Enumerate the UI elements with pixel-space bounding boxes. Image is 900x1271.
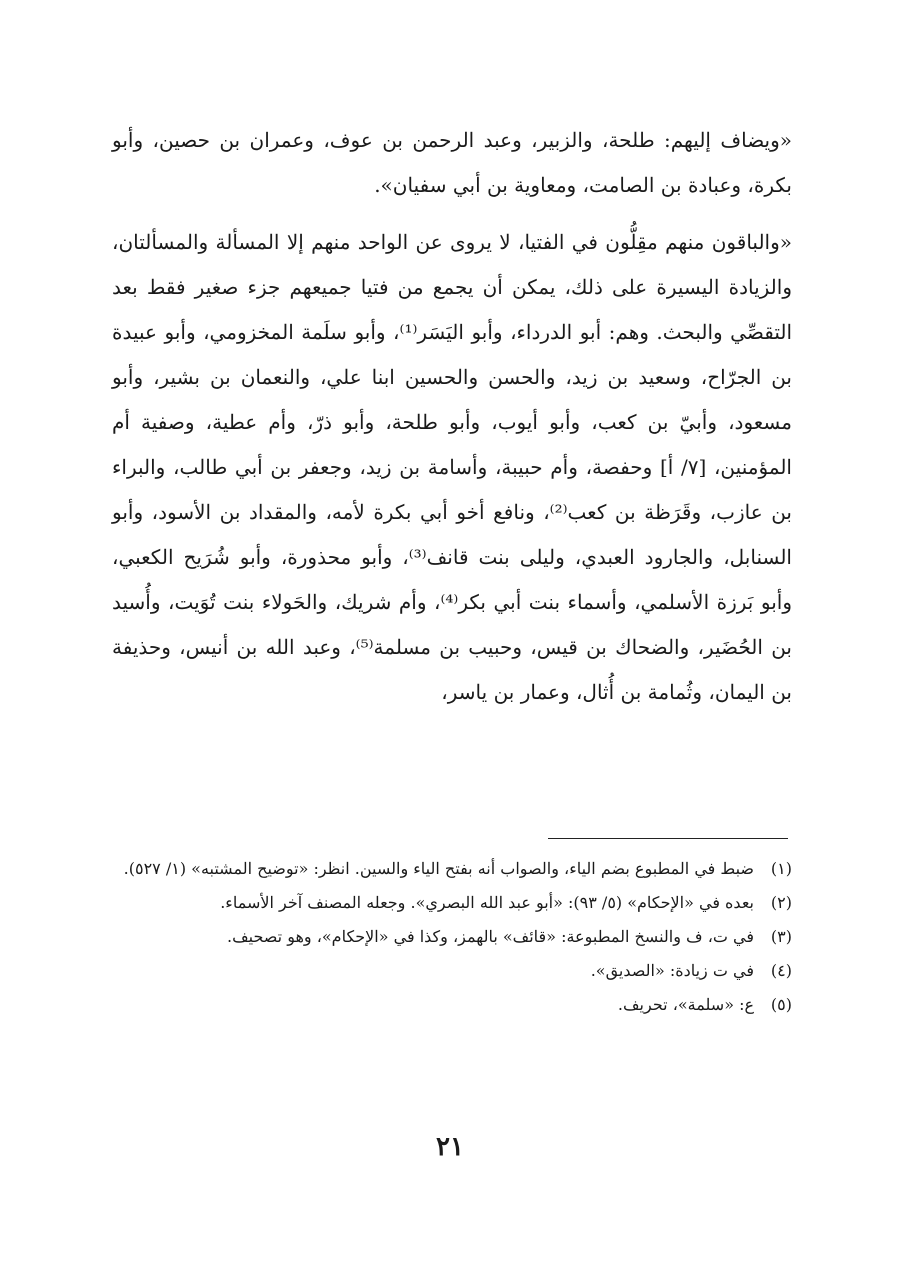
footnote-3 <box>112 920 792 954</box>
paragraph-2: «والباقون منهم مقِلُّون في الفتيا، لا يروى عن الواحد منهم إلا المسألة والمسألتان، والزيادة اليسيرة على ذلك، يمكن أن يجمع من فتيا جميعهم جزء صغير فقط بعد التقصِّي والبحث. وهم: أبو الدرداء، وأبو اليَسَر⁽¹⁾، وأبو سلَمة المخزومي، وأبو عبيدة بن الجرّاح، وسعيد بن زيد، والحسن والحسين ابنا علي، والنعمان بن بشير، وأبو مسعود، وأبيّ بن كعب، وأبو أيوب، وأبو طلحة، وأبو ذرّ، وأم عطية، وصفية أم المؤمنين، [٧/ أ] وحفصة، وأم حبيبة، وأسامة بن زيد، وجعفر بن أبي طالب، والبراء بن عازب، وقَرَظة بن كعب⁽²⁾، ونافع أخو أبي بكرة لأمه، والمقداد بن الأسود، وأبو السنابل، والجارود العبدي، وليلى بنت قانف⁽³⁾، وأبو محذورة، وأبو شُرَيح الكعبي، وأبو بَرزة الأسلمي، وأسماء بنت أبي بكر⁽⁴⁾، وأم شريك، والحَولاء بنت تُوَيت، وأُسيد بن الحُضَير، والضحاك بن قيس، وحبيب بن مسلمة⁽⁵⁾، وعبد الله بن أنيس، وحذيفة بن اليمان، وثُمامة بن أُثال، وعمار بن ياسر، <box>112 230 793 704</box>
footnote-number: (٥) <box>770 995 792 1014</box>
main-text-block <box>112 118 792 715</box>
footnote-2 <box>112 886 792 920</box>
page-number: ٢١ <box>436 1132 464 1162</box>
footnote-4 <box>112 954 792 988</box>
footnote-text: بعده في «الإحكام» (٥/ ٩٣): «أبو عبد الله البصري». وجعله المصنف آخر الأسماء. <box>220 893 754 912</box>
footnote-number: (١) <box>770 859 792 878</box>
footnote-number: (٢) <box>770 893 792 912</box>
footnote-text: في ت، ف والنسخ المطبوعة: «قائف» بالهمز، وكذا في «الإحكام»، وهو تصحيف. <box>226 927 754 946</box>
footnote-number: (٤) <box>770 961 792 980</box>
footnote-number: (٣) <box>770 927 792 946</box>
footnote-5 <box>112 988 792 1022</box>
paragraph-1: «ويضاف إليهم: طلحة، والزبير، وعبد الرحمن بن عوف، وعمران بن حصين، وأبو بكرة، وعبادة بن الصامت، ومعاوية بن أبي سفيان». <box>112 128 792 197</box>
footnote-text: ع: «سلمة»، تحريف. <box>617 995 754 1014</box>
footnotes-section <box>112 852 792 1022</box>
footnote-text: ضبط في المطبوع بضم الياء، والصواب أنه بفتح الياء والسين. انظر: «توضيح المشتبه» (١/ ٥٢٧). <box>123 859 754 878</box>
footnote-divider <box>548 838 788 839</box>
footnote-text: في ت زيادة: «الصديق». <box>590 961 754 980</box>
body-text <box>112 118 792 715</box>
footnote-1 <box>112 852 792 886</box>
